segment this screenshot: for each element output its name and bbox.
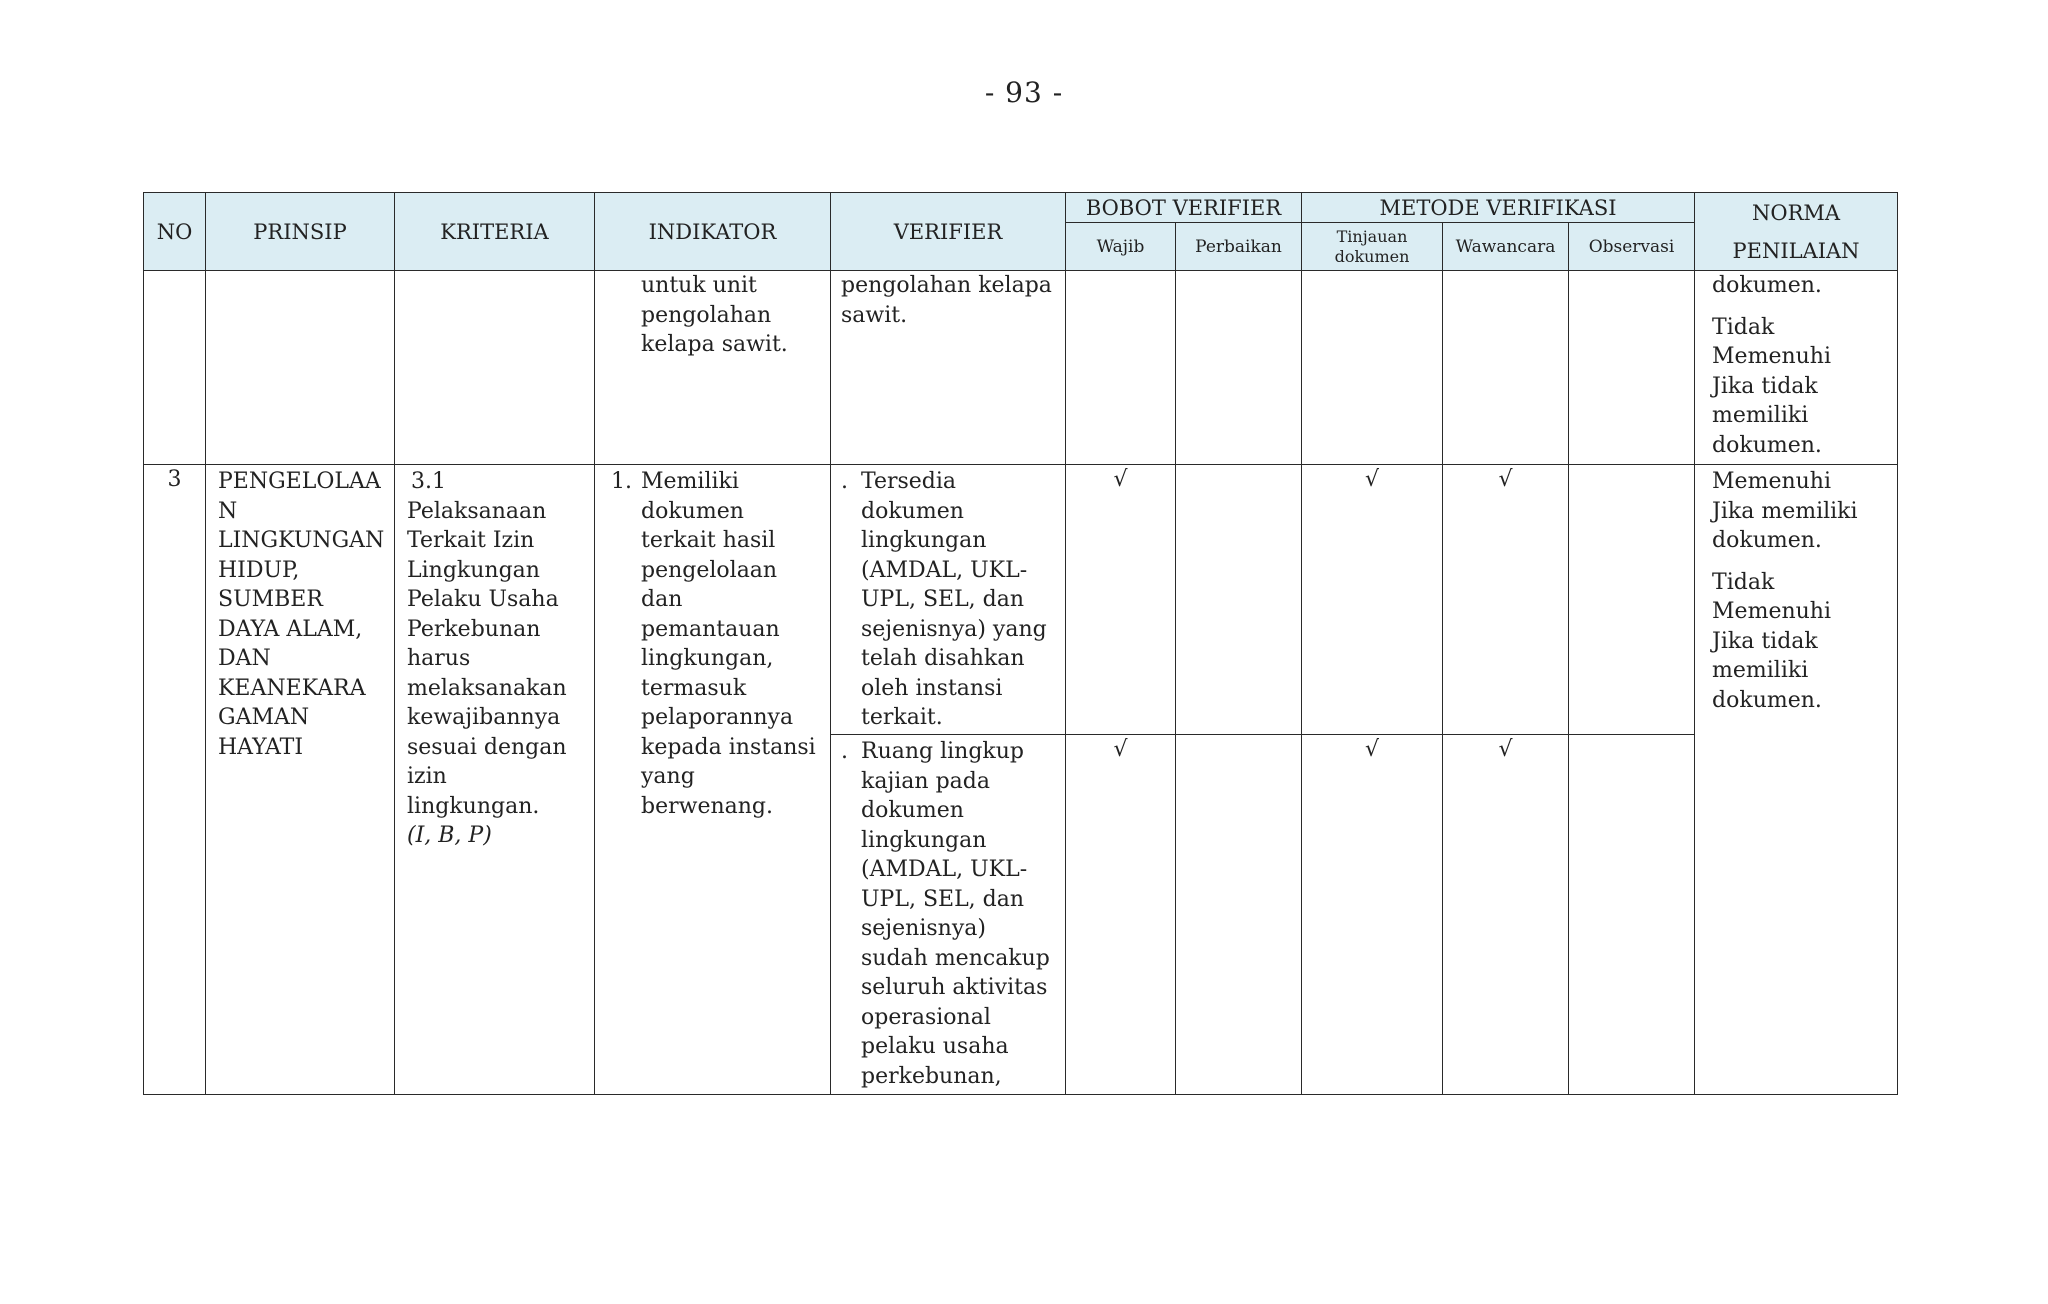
text-line: seluruh aktivitas xyxy=(861,975,1048,1000)
text-line: PENGELOLAA xyxy=(218,469,381,494)
text-line: izin lingkungan. xyxy=(407,764,540,819)
header-indikator: INDIKATOR xyxy=(595,193,831,271)
row3-kriteria-cell xyxy=(395,465,595,1095)
cont-wawancara-cell xyxy=(1443,271,1569,465)
verifier-marker: . xyxy=(841,739,848,764)
text-line: dokumen. xyxy=(1712,528,1822,553)
text-line: Tersedia xyxy=(861,469,957,494)
text-line: operasional xyxy=(861,1004,991,1030)
row3-prinsip-cell xyxy=(206,465,395,1095)
text-line: untuk unit xyxy=(641,273,757,298)
text-line: harus xyxy=(407,646,471,671)
text-line: perkebunan, xyxy=(861,1063,1002,1089)
text-line: dokumen xyxy=(861,498,964,524)
text-line: pengolahan xyxy=(641,302,772,328)
text-line: Ruang lingkup xyxy=(861,739,1025,764)
text-line: N xyxy=(218,498,238,524)
table-row xyxy=(144,465,1898,735)
text-line: terkait hasil xyxy=(641,528,776,553)
text-line: (AMDAL, UKL- xyxy=(861,857,1028,882)
text-line: Tidak xyxy=(1712,314,1775,340)
norma-paragraph xyxy=(1712,568,1893,716)
text-line: DAN xyxy=(218,646,271,671)
text-line: Memenuhi xyxy=(1712,344,1832,369)
text-line: dokumen. xyxy=(1712,687,1822,713)
text-line: sejenisnya) xyxy=(861,916,986,941)
cont-tinjauan-cell xyxy=(1302,271,1443,465)
page-number: - 93 - xyxy=(984,76,1064,109)
text-line: oleh instansi xyxy=(861,675,1003,701)
header-norma-penilaian xyxy=(1695,193,1898,271)
cont-kriteria-cell xyxy=(395,271,595,465)
text-line: dokumen xyxy=(861,798,964,823)
text-line: Pelaku Usaha xyxy=(407,587,559,612)
verifier-marker: . xyxy=(841,469,848,494)
header-wajib: Wajib xyxy=(1066,223,1176,271)
cont-norma-cell xyxy=(1695,271,1898,465)
row3-norma-cell xyxy=(1695,465,1898,1095)
text-line: telah disahkan xyxy=(861,646,1025,671)
text-line: SUMBER xyxy=(218,587,323,612)
header-tinjauan-line2: dokumen xyxy=(1334,246,1410,266)
text-line: Lingkungan xyxy=(407,557,540,583)
text-line: sesuai dengan xyxy=(407,734,567,760)
text-line: Pelaksanaan xyxy=(407,498,547,524)
header-tinjauan-dokumen xyxy=(1302,223,1443,271)
wajib-check-mark: √ xyxy=(1066,735,1176,1095)
text-line: pengolahan kelapa xyxy=(841,273,1052,298)
wawancara-check-mark: √ xyxy=(1443,465,1569,735)
cont-verifier-cell xyxy=(831,271,1066,465)
text-line: sawit. xyxy=(841,302,908,328)
wajib-check-mark: √ xyxy=(1066,465,1176,735)
text-line: KEANEKARA xyxy=(218,675,366,701)
wawancara-check-mark: √ xyxy=(1443,735,1569,1095)
text-line: dan xyxy=(641,587,683,612)
observasi-empty-cell xyxy=(1569,465,1695,735)
text-line: UPL, SEL, dan xyxy=(861,587,1025,612)
header-norma-line2: PENILAIAN xyxy=(1732,238,1860,263)
text-line: dokumen. xyxy=(1712,273,1822,298)
norma-paragraph xyxy=(1712,313,1893,461)
text-line: kajian pada xyxy=(861,768,990,794)
text-line: kepada instansi xyxy=(641,734,816,760)
text-line: Jika tidak xyxy=(1712,628,1818,654)
text-line: termasuk xyxy=(641,675,747,701)
indikator-number: 1. xyxy=(611,469,632,494)
text-line: pengelolaan xyxy=(641,557,778,583)
text-line: Terkait Izin xyxy=(407,528,535,553)
tinjauan-check-mark: √ xyxy=(1302,465,1443,735)
kriteria-tag: (I, B, P) xyxy=(407,823,492,848)
text-line: dokumen. xyxy=(1712,432,1822,458)
norma-paragraph xyxy=(1712,467,1893,556)
row3-verifier-a-cell xyxy=(831,465,1066,735)
text-line: sejenisnya) yang xyxy=(861,616,1047,642)
text-line: Tidak xyxy=(1712,569,1775,595)
text-line: kelapa sawit. xyxy=(641,332,788,357)
text-line: Jika memiliki xyxy=(1712,498,1858,524)
row3-indikator-cell xyxy=(595,465,831,1095)
text-line: lingkungan xyxy=(861,528,987,553)
table-row xyxy=(144,271,1898,465)
text-line: DAYA ALAM, xyxy=(218,616,363,642)
text-line: memiliki xyxy=(1712,658,1809,683)
perbaikan-empty-cell xyxy=(1176,735,1302,1095)
header-perbaikan: Perbaikan xyxy=(1176,223,1302,271)
row3-no-cell: 3 xyxy=(144,465,206,1095)
cont-prinsip-cell xyxy=(206,271,395,465)
text-line: GAMAN xyxy=(218,705,310,730)
text-line: sudah mencakup xyxy=(861,945,1050,971)
text-line: lingkungan, xyxy=(641,646,774,671)
row3-verifier-b-cell xyxy=(831,735,1066,1095)
cont-indikator-cell xyxy=(595,271,831,465)
text-line: Memiliki xyxy=(641,469,739,494)
text-line: (AMDAL, UKL- xyxy=(861,557,1028,583)
tinjauan-check-mark: √ xyxy=(1302,735,1443,1095)
kriteria-number: 3.1 xyxy=(411,469,446,494)
cont-perbaikan-cell xyxy=(1176,271,1302,465)
text-line: memiliki xyxy=(1712,403,1809,428)
norma-paragraph xyxy=(1712,271,1893,301)
text-line: terkait. xyxy=(861,705,943,730)
header-metode-verifikasi: METODE VERIFIKASI xyxy=(1302,193,1695,223)
cont-wajib-cell xyxy=(1066,271,1176,465)
header-norma-line1: NORMA xyxy=(1751,200,1841,225)
text-line: HAYATI xyxy=(218,734,304,760)
text-line: yang xyxy=(641,764,695,789)
cont-observasi-cell xyxy=(1569,271,1695,465)
text-line: pelaku usaha xyxy=(861,1034,1009,1059)
text-line: pemantauan xyxy=(641,616,780,642)
text-line: Jika tidak xyxy=(1712,373,1818,399)
text-line: melaksanakan xyxy=(407,675,567,701)
text-line: UPL, SEL, dan xyxy=(861,886,1025,912)
text-line: kewajibannya xyxy=(407,705,561,730)
criteria-table xyxy=(143,192,1898,1095)
header-wawancara: Wawancara xyxy=(1443,223,1569,271)
header-observasi: Observasi xyxy=(1569,223,1695,271)
header-no: NO xyxy=(144,193,206,271)
text-line: pelaporannya xyxy=(641,705,794,730)
text-line: Perkebunan xyxy=(407,616,541,642)
perbaikan-empty-cell xyxy=(1176,465,1302,735)
header-prinsip: PRINSIP xyxy=(206,193,395,271)
text-line: HIDUP, xyxy=(218,557,300,583)
header-bobot-verifier: BOBOT VERIFIER xyxy=(1066,193,1302,223)
text-line: Memenuhi xyxy=(1712,469,1832,494)
header-tinjauan-line1: Tinjauan xyxy=(1336,226,1408,246)
text-line: berwenang. xyxy=(641,793,773,819)
header-verifier: VERIFIER xyxy=(831,193,1066,271)
observasi-empty-cell xyxy=(1569,735,1695,1095)
text-line: lingkungan xyxy=(861,827,987,853)
cont-no-cell xyxy=(144,271,206,465)
text-line: LINGKUNGAN xyxy=(218,528,385,553)
text-line: Memenuhi xyxy=(1712,599,1832,624)
header-kriteria: KRITERIA xyxy=(395,193,595,271)
text-line: dokumen xyxy=(641,498,744,524)
